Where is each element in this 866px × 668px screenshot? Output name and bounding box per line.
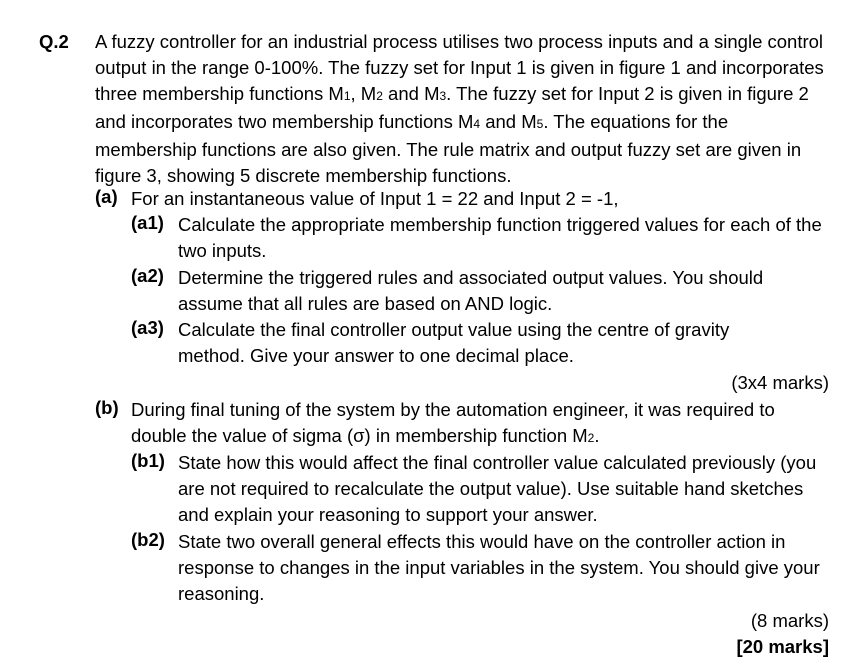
question-number: Q.2: [39, 31, 69, 52]
part-a1-text: Calculate the appropriate membership function triggered values for each of the two inputs.: [178, 214, 822, 262]
part-a1-label: (a1): [131, 212, 164, 233]
part-b-text-end: .: [594, 425, 600, 447]
part-b-subscript: 2: [587, 431, 595, 446]
intro-text-1: A fuzzy controller for an industrial process utilises two process inputs and a single control output in the range 0-100%. The fuzzy set for Input 1 is given in figure 1 and incorporates three membership functions M: [95, 31, 824, 105]
part-b-label: (b): [95, 397, 119, 418]
question-intro: [95, 29, 835, 190]
intro-subscript-4: 4: [473, 117, 481, 132]
intro-text-6: . The equations for the membership functions are also given. The rule matrix and output fuzzy set are given in figure 3, showing 5 discrete membership functions.: [95, 111, 802, 187]
part-a2-text: Determine the triggered rules and associated output values. You should assume that all rules are based on AND logic.: [178, 267, 764, 315]
intro-subscript-2: 2: [376, 89, 383, 104]
part-a-text: For an instantaneous value of Input 1 = 22 and Input 2 = -1,: [131, 188, 619, 209]
part-a-marks: (3x4 marks): [731, 372, 829, 393]
part-b1-text: State how this would affect the final controller value calculated previously (you are not required to recalculate the output value). Use suitable hand sketches and explain your reasoning to support your answer.: [178, 452, 817, 526]
part-a3-text: Calculate the final controller output value using the centre of gravity method. Give your answer to one decimal place.: [178, 319, 730, 367]
intro-subscript-3: 3: [439, 89, 447, 104]
part-a3-label: (a3): [131, 317, 164, 338]
part-b-text: [131, 397, 821, 451]
total-marks: [20 marks]: [736, 636, 829, 657]
intro-text-4: . The fuzzy set for Input 2 is given in figure 2 and incorporates two membership functions M: [95, 83, 809, 133]
intro-text-2: , M: [350, 83, 377, 105]
part-b2-text: State two overall general effects this would have on the controller action in response to changes in the input variables in the system. You should give your reasoning.: [178, 531, 820, 605]
intro-subscript-1: 1: [343, 89, 351, 104]
intro-text-3: and M: [382, 83, 440, 105]
intro-subscript-5: 5: [536, 117, 544, 132]
part-b-text-main: During final tuning of the system by the automation engineer, it was required to double the value of sigma (σ) in membership function M: [131, 399, 775, 447]
part-b2-label: (b2): [131, 529, 165, 550]
part-b-marks: (8 marks): [750, 610, 829, 631]
intro-text-5: and M: [480, 111, 537, 133]
part-b1-label: (b1): [131, 450, 165, 471]
part-a2-label: (a2): [131, 265, 164, 286]
part-a-label: (a): [95, 186, 118, 207]
